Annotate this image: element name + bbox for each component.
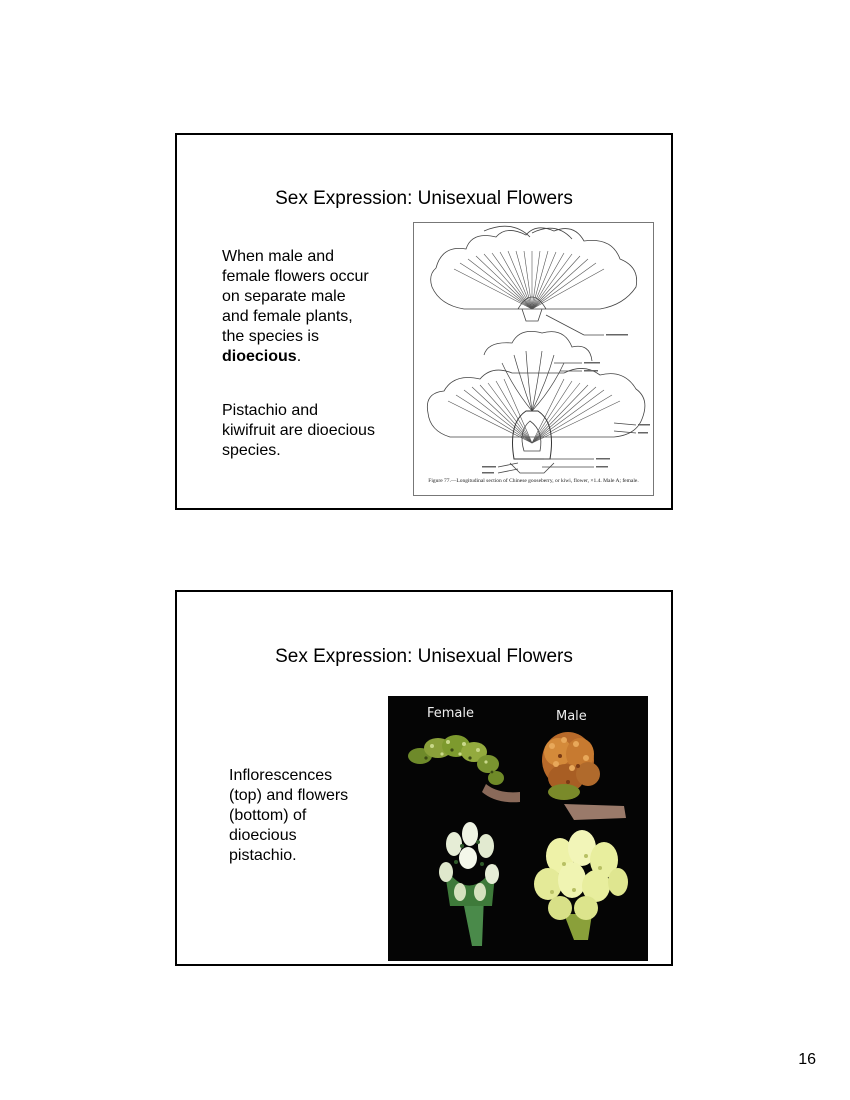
pistachio-photo-art (388, 696, 648, 961)
flower-section-illustration (414, 223, 654, 496)
examples-text: Pistachio and kiwifruit are dioecious species. (222, 402, 375, 459)
male-flowers (534, 830, 628, 940)
kiwi-flower-diagram (413, 222, 654, 496)
dioecious-term: dioecious (222, 348, 297, 365)
definition-text-start: When male and female flowers occur on separate male and female plants, the species is (222, 248, 369, 345)
definition-text (222, 247, 369, 367)
slide-1 (175, 133, 673, 510)
male-inflorescence (542, 732, 626, 820)
male-label: Male (556, 709, 587, 724)
slide-title: Sex Expression: Unisexual Flowers (275, 188, 573, 209)
female-inflorescence (408, 735, 520, 802)
pistachio-description: Inflorescences (top) and flowers (bottom) of dioecious pistachio. (229, 767, 349, 864)
page-number: 16 (798, 1051, 816, 1068)
figure-caption: Figure 77.—Longitudinal section of Chinese gooseberry, or kiwi, flower, ×1.4. Male A; female. (428, 478, 639, 484)
slide-title: Sex Expression: Unisexual Flowers (275, 646, 573, 667)
female-flowers (439, 822, 499, 946)
female-label: Female (427, 706, 475, 721)
pistachio-flowers-photo (388, 696, 648, 961)
slide-2 (175, 590, 673, 966)
definition-text-end: . (296, 348, 302, 365)
